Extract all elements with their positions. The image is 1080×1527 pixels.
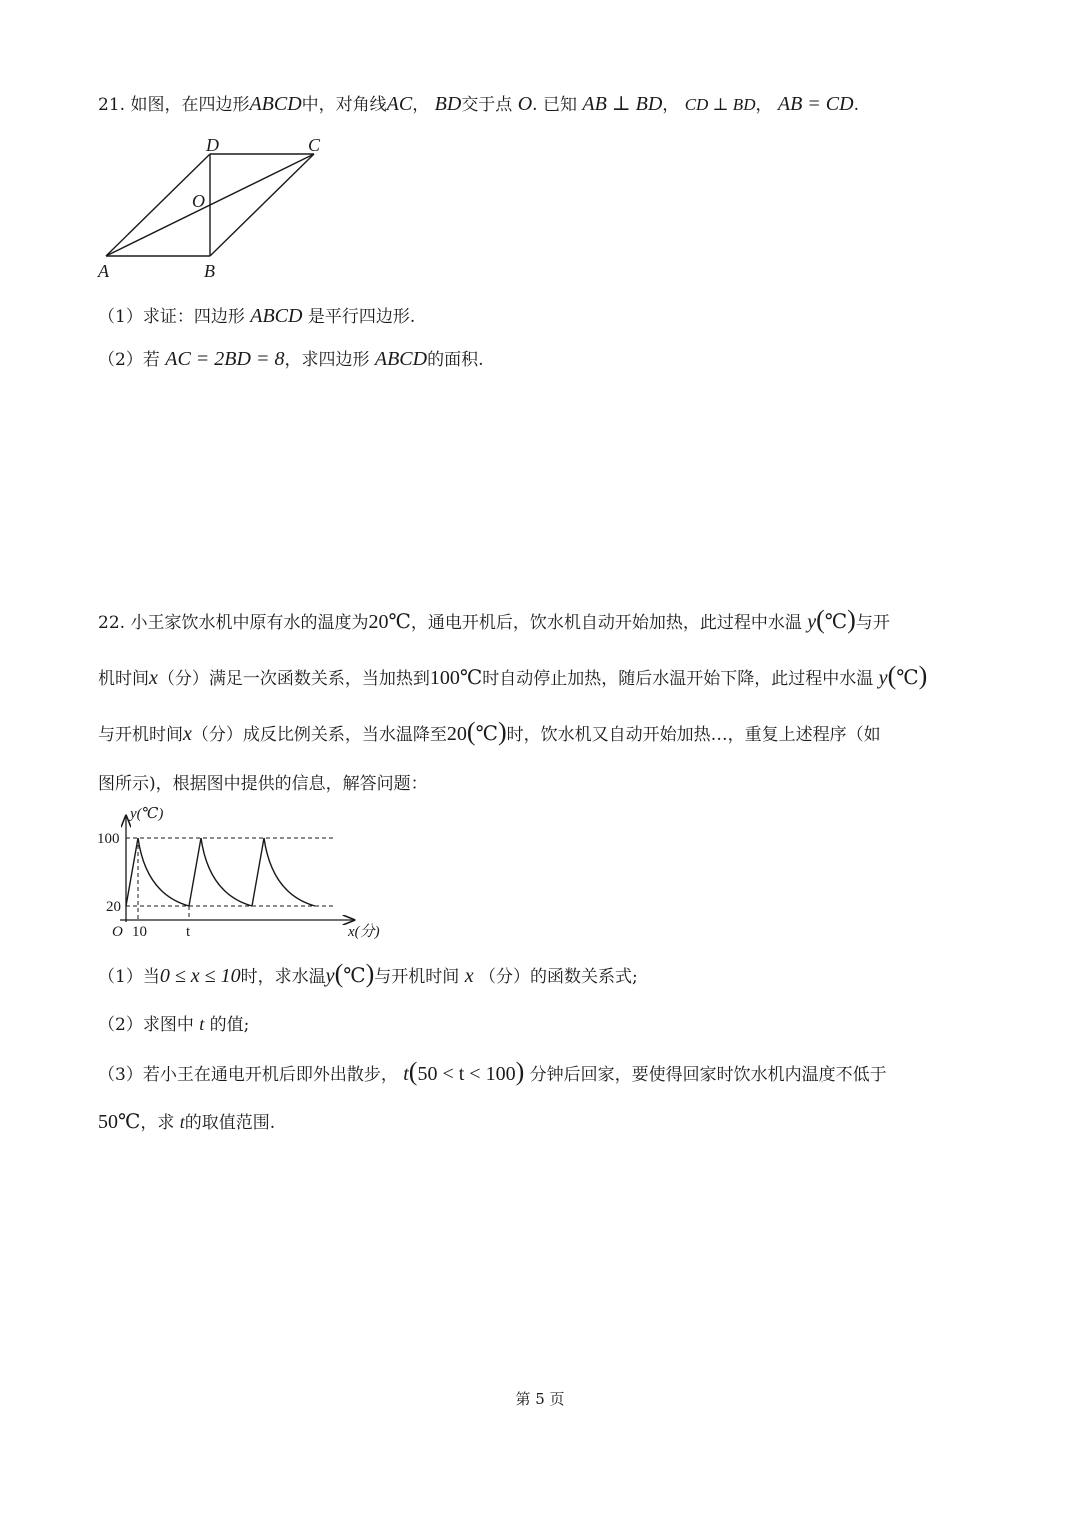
- q21-part2-text: （2）若: [98, 350, 160, 370]
- q21-part1-text: （1）求证：四边形: [98, 307, 245, 327]
- q22-paren: ): [497, 717, 507, 746]
- q21-part1-quad: ABCD: [250, 305, 303, 327]
- q22-text: （分）成反比例关系，当水温降至: [191, 725, 447, 745]
- q22-var-x: x: [464, 965, 474, 987]
- q22-part3: [98, 1057, 887, 1087]
- q22-var-y: y: [878, 667, 888, 689]
- heating-segment-3: [252, 838, 264, 906]
- q22-part1-text: 时，求水温: [240, 967, 326, 987]
- label-a: A: [98, 261, 109, 281]
- q22-part1: [98, 959, 638, 989]
- q22-var-t: t: [199, 1014, 205, 1034]
- q21-part1: [98, 304, 415, 329]
- q22-paren: ): [365, 959, 375, 988]
- q21-text: ，: [662, 95, 680, 115]
- q22-paren: ): [515, 1057, 525, 1086]
- q22-text: 时自动停止加热，随后水温开始下降，此过程中水温: [482, 669, 874, 689]
- q21-text: ，: [755, 95, 773, 115]
- q21-text: . 已知: [532, 95, 577, 115]
- q21-diag-ac: AC: [386, 93, 413, 115]
- q22-var-y: y: [807, 611, 817, 633]
- q22-var-x: x: [183, 723, 192, 745]
- q22-paren: (: [466, 717, 476, 746]
- label-o: O: [192, 191, 205, 211]
- q21-point-o: O: [517, 93, 533, 115]
- x-tick-t: t: [186, 924, 191, 940]
- q22-paren: (: [408, 1057, 418, 1086]
- page-number: 第 5 页: [515, 1390, 565, 1408]
- y-tick-100: 100: [97, 831, 120, 847]
- q22-paren: (: [816, 605, 825, 634]
- y-axis-label: y(℃): [130, 806, 164, 822]
- q22-text: 与开机时间: [98, 725, 183, 745]
- q22-part3-condition: 50 < t < 100: [417, 1063, 516, 1085]
- q22-unit: ℃: [896, 667, 919, 689]
- q22-part2: [98, 1012, 249, 1037]
- cooling-curve-3: [264, 838, 315, 906]
- q21-text: 交于点: [461, 95, 513, 115]
- q22-part2-text: 的值;: [209, 1015, 250, 1035]
- label-d: D: [206, 135, 219, 155]
- heating-segment-2: [189, 838, 201, 906]
- q21-part2-text: 的面积.: [427, 350, 484, 370]
- q22-var-t: t: [179, 1112, 185, 1132]
- q22-text: 机时间: [98, 669, 149, 689]
- q21-condition-1: AB ⊥ BD: [582, 93, 663, 115]
- q21-parallelogram-figure: [96, 134, 336, 284]
- label-b: B: [204, 261, 215, 281]
- q22-line3: [98, 717, 881, 747]
- q22-text: 时，饮水机又自动开始加热…，重复上述程序（如: [506, 725, 881, 745]
- q22-text: 图所示)，根据图中提供的信息，解答问题：: [98, 774, 428, 794]
- label-c: C: [308, 135, 321, 155]
- q21-part1-text: 是平行四边形.: [307, 307, 416, 327]
- q22-paren: ): [847, 605, 856, 634]
- q22-var-x: x: [149, 667, 158, 689]
- q22-text: （分）满足一次函数关系，当加热到: [157, 669, 430, 689]
- q21-text: ，: [412, 95, 430, 115]
- q22-part3-text: ，求: [140, 1113, 175, 1133]
- q22-temp-20: 20: [446, 723, 467, 745]
- origin-label: O: [112, 924, 123, 940]
- x-tick-10: 10: [132, 924, 147, 940]
- q22-text: 22. 小王家饮水机中原有水的温度为: [98, 613, 369, 633]
- q21-diag-bd: BD: [434, 93, 462, 115]
- heating-segment-1: [126, 838, 138, 906]
- q22-temp-100: 100℃: [429, 667, 483, 689]
- q22-temp-20: 20℃: [368, 611, 411, 633]
- q21-condition-3: AB = CD: [777, 93, 854, 115]
- q22-text: ，通电开机后，饮水机自动开始加热，此过程中水温: [410, 613, 802, 633]
- y-tick-20: 20: [106, 899, 121, 915]
- q22-part2-text: （2）求图中: [98, 1015, 194, 1035]
- q22-part3-text: 的取值范围.: [184, 1113, 276, 1133]
- q22-part3-text: 分钟后回家，要使得回家时饮水机内温度不低于: [529, 1065, 887, 1085]
- q22-part1-text: 与开机时间: [374, 967, 460, 987]
- q21-stem: [98, 92, 859, 117]
- q22-unit: ℃: [824, 611, 848, 633]
- q21-part2-expr: AC = 2BD = 8: [165, 348, 285, 370]
- q22-paren: (: [887, 661, 897, 690]
- q21-text: 21. 如图，在四边形: [98, 95, 250, 115]
- cooling-curve-2: [201, 838, 252, 906]
- q22-var-t: t: [403, 1063, 409, 1085]
- q22-unit: ℃: [343, 965, 366, 987]
- q22-line4: [98, 772, 428, 796]
- q22-line2: [98, 661, 928, 691]
- q22-var-y: y: [325, 965, 335, 987]
- x-axis-label: x(分): [348, 924, 380, 940]
- q22-line1: [98, 605, 890, 635]
- q22-text: 与开: [855, 613, 890, 633]
- q21-part2-quad: ABCD: [374, 348, 428, 370]
- q22-temp-50: 50℃: [98, 1111, 141, 1133]
- q22-part1-text: （分）的函数关系式;: [478, 967, 638, 987]
- q22-paren: (: [334, 959, 344, 988]
- q21-text: 中，对角线: [301, 95, 387, 115]
- q22-part3-text: （3）若小王在通电开机后即外出散步，: [98, 1065, 398, 1085]
- side-bc: [210, 154, 314, 256]
- q21-part2-text: ，求四边形: [284, 350, 370, 370]
- q22-unit: ℃: [475, 723, 498, 745]
- q22-part1-text: （1）当: [98, 967, 160, 987]
- q21-part2: [98, 347, 483, 372]
- q21-quad-name: ABCD: [249, 93, 302, 115]
- q22-paren: ): [918, 661, 928, 690]
- q22-temperature-graph: [96, 804, 396, 944]
- q21-condition-2: CD ⊥ BD: [684, 95, 756, 114]
- q21-text: .: [853, 95, 859, 115]
- q22-part1-condition: 0 ≤ x ≤ 10: [159, 965, 241, 987]
- cooling-curve-1: [138, 838, 189, 906]
- q22-part3-cont: [98, 1110, 275, 1135]
